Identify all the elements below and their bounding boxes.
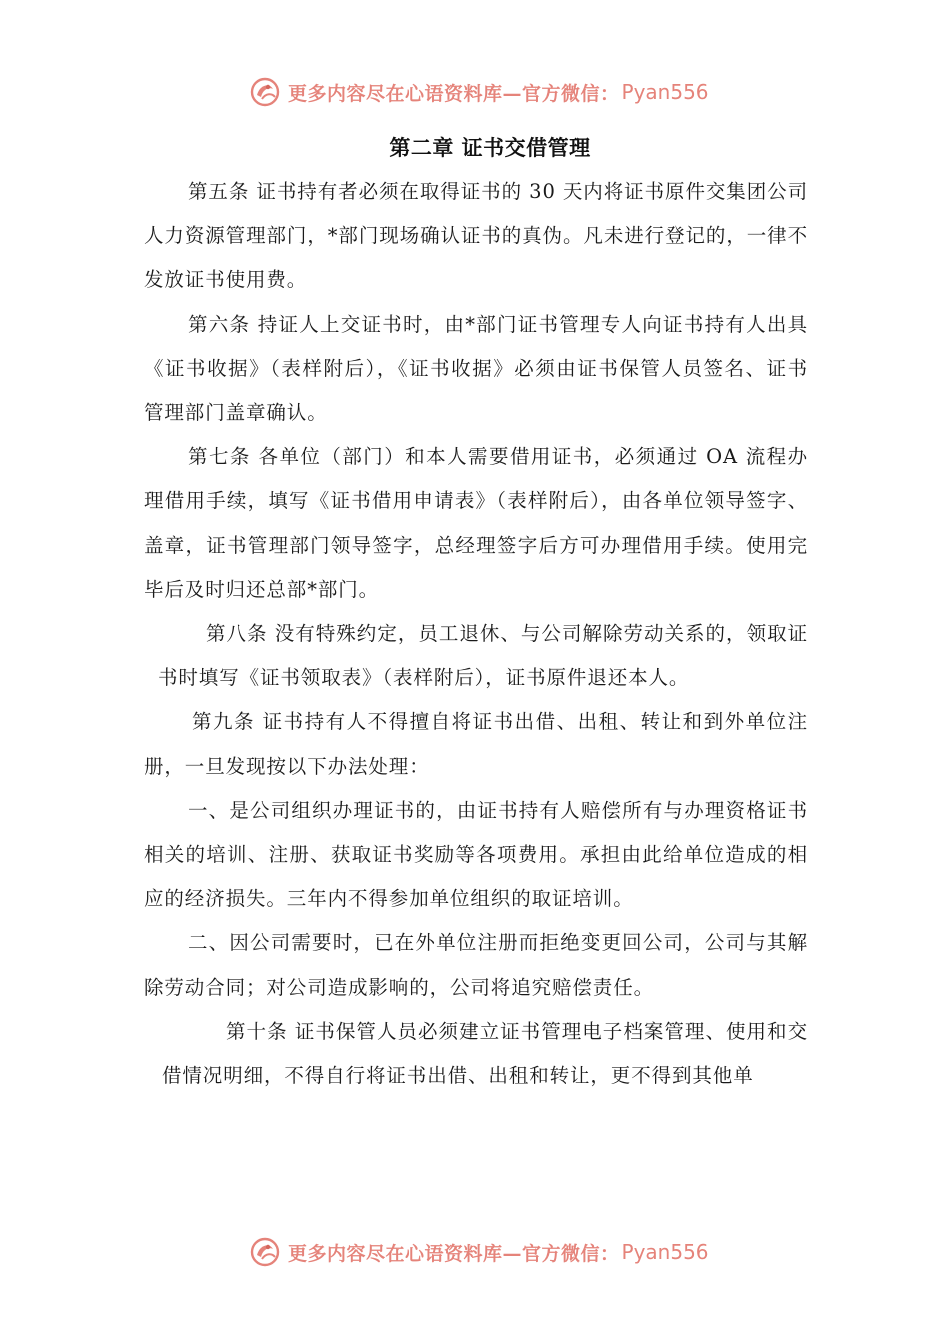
flower-logo-icon (248, 1235, 282, 1269)
article-9: 第九条 证书持有人不得擅自将证书出借、出租、转让和到外单位注册，一旦发现按以下办法处理： (144, 710, 808, 778)
wechat-id: Pyan556 (621, 1240, 709, 1264)
article-9-item-1: 一、是公司组织办理证书的，由证书持有人赔偿所有与办理资格证书相关的培训、注册、获取证书奖励等各项费用。承担由此给单位造成的相应的经济损失。三年内不得参加单位组织的取证培训。 (144, 798, 808, 911)
article-9-item-2: 二、因公司需要时，已在外单位注册而拒绝变更回公司，公司与其解除劳动合同；对公司造成影响的，公司将追究赔偿责任。 (144, 931, 808, 999)
article-8: 第八条 没有特殊约定，员工退休、与公司解除劳动关系的，领取证书时填写《证书领取表》（表样附后），证书原件退还本人。 (158, 622, 808, 690)
article-5: 第五条 证书持有者必须在取得证书的 30 天内将证书原件交集团公司人力资源管理部门，*部门现场确认证书的真伪。凡未进行登记的，一律不发放证书使用费。 (144, 180, 808, 292)
article-10: 第十条 证书保管人员必须建立证书管理电子档案管理、使用和交借情况明细，不得自行将证书出借、出租和转让，更不得到其他单 (162, 1019, 808, 1088)
flower-logo-icon (248, 75, 282, 109)
wechat-id: Pyan556 (621, 80, 709, 104)
article-6: 第六条 持证人上交证书时，由*部门证书管理专人向证书持有人出具《证书收据》（表样附后），《证书收据》必须由证书保管人员签名、证书管理部门盖章确认。 (144, 312, 808, 425)
article-7: 第七条 各单位（部门）和本人需要借用证书，必须通过 OA 流程办理借用手续，填写《证书借用申请表》（表样附后），由各单位领导签字、盖章，证书管理部门领导签字，总经理签字后方可办理借用手续。使用完毕后及时归还总部*部门。 (144, 445, 808, 601)
header-banner (248, 72, 709, 112)
banner-text: 更多内容尽在心语资料库—官方微信： (288, 82, 620, 105)
footer-banner (248, 1232, 709, 1272)
chapter-title: 第二章 证书交借管理 (389, 136, 591, 160)
banner-text: 更多内容尽在心语资料库—官方微信： (288, 1242, 620, 1265)
document-body (144, 170, 808, 1098)
